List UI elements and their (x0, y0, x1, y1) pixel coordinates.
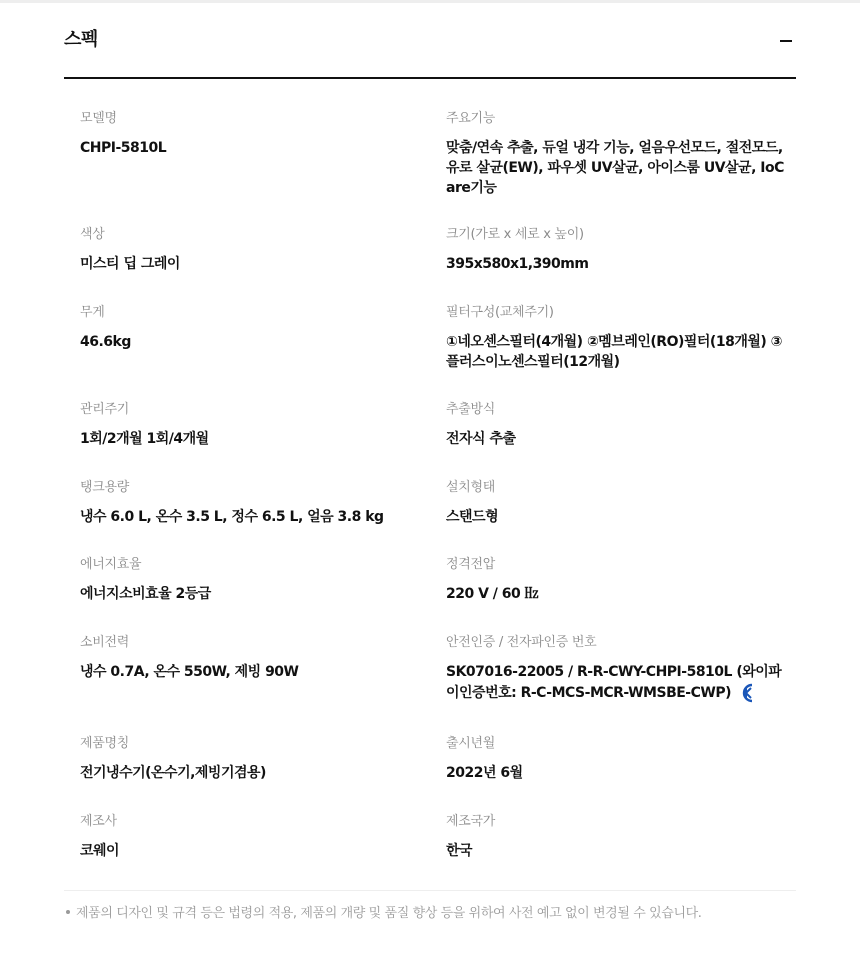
spec-section-header[interactable] (64, 26, 796, 54)
spec-label: 소비전력 (80, 635, 130, 650)
spec-manufacturer (80, 813, 430, 861)
spec-label: 필터구성(교체주기) (446, 305, 554, 320)
spec-label: 정격전압 (446, 557, 496, 572)
spec-label: 제조사 (80, 814, 117, 829)
spec-value (446, 662, 786, 704)
spec-label: 탱크용량 (80, 480, 130, 495)
spec-tank (80, 479, 430, 527)
spec-release (446, 735, 786, 783)
spec-label: 색상 (80, 227, 105, 242)
spec-value: 전자식 추출 (446, 431, 516, 447)
spec-voltage (446, 556, 786, 604)
spec-filter (446, 304, 786, 372)
spec-value: 395x580x1,390mm (446, 256, 589, 272)
spec-dispense (446, 401, 786, 449)
spec-features (446, 110, 786, 198)
spec-label: 모델명 (80, 111, 117, 126)
section-title: 스펙 (64, 29, 98, 50)
footer-divider (64, 890, 796, 891)
spec-label: 추출방식 (446, 402, 496, 417)
spec-value: 전기냉수기(온수기,제빙기겸용) (80, 765, 266, 781)
spec-label: 무게 (80, 305, 105, 320)
spec-country (446, 813, 786, 861)
collapse-button[interactable] (776, 30, 796, 50)
spec-value: 에너지소비효율 2등급 (80, 586, 211, 602)
spec-product-name (80, 735, 430, 783)
spec-value: 맞춤/연속 추출, 듀얼 냉각 기능, 얼음우선모드, 절전모드, 유로 살균(EW), 파우셋 UV살균, 아이스룸 UV살균, IoCare기능 (446, 140, 784, 196)
spec-value: 220 V / 60 ㎐ (446, 586, 539, 602)
kc-mark-icon (739, 682, 757, 704)
spec-label: 설치형태 (446, 480, 496, 495)
spec-value: CHPI-5810L (80, 140, 167, 156)
spec-size (446, 226, 786, 274)
spec-certification (446, 634, 786, 704)
spec-install (446, 479, 786, 527)
spec-label: 제품명칭 (80, 736, 130, 751)
spec-value: 1회/2개월 1회/4개월 (80, 431, 209, 447)
spec-color (80, 226, 430, 274)
spec-maintenance (80, 401, 430, 449)
spec-value: 한국 (446, 843, 473, 859)
spec-efficiency (80, 556, 430, 604)
disclaimer-text: 제품의 디자인 및 규격 등은 법령의 적용, 제품의 개량 및 품질 향상 등을 위하여 사전 예고 없이 변경될 수 있습니다. (76, 906, 702, 921)
spec-power (80, 634, 430, 682)
spec-label: 주요기능 (446, 111, 496, 126)
spec-label: 크기(가로 x 세로 x 높이) (446, 227, 584, 242)
spec-label: 제조국가 (446, 814, 496, 829)
spec-value: ①네오센스필터(4개월) ②멤브레인(RO)필터(18개월) ③플러스이노센스필터(12개월) (446, 334, 782, 370)
header-divider (64, 77, 796, 79)
spec-label: 관리주기 (80, 402, 130, 417)
spec-label: 에너지효율 (80, 557, 142, 572)
disclaimer-note (66, 904, 796, 924)
minus-icon (780, 40, 792, 42)
bullet-icon (66, 910, 70, 914)
spec-label: 출시년월 (446, 736, 496, 751)
spec-value: 미스티 딥 그레이 (80, 256, 180, 272)
spec-value: 46.6kg (80, 334, 131, 350)
spec-value: 냉수 0.7A, 온수 550W, 제빙 90W (80, 664, 299, 680)
spec-value: 냉수 6.0 L, 온수 3.5 L, 정수 6.5 L, 얼음 3.8 kg (80, 509, 384, 525)
spec-label: 안전인증 / 전자파인증 번호 (446, 635, 597, 650)
spec-value: 코웨이 (80, 843, 120, 859)
spec-weight (80, 304, 430, 352)
spec-model (80, 110, 430, 158)
top-divider (0, 0, 860, 3)
spec-value: 스탠드형 (446, 509, 499, 525)
certification-text: SK07016-22005 / R-R-CWY-CHPI-5810L (와이파이인증번호: R-C-MCS-MCR-WMSBE-CWP) (446, 664, 782, 701)
spec-value: 2022년 6월 (446, 765, 523, 781)
